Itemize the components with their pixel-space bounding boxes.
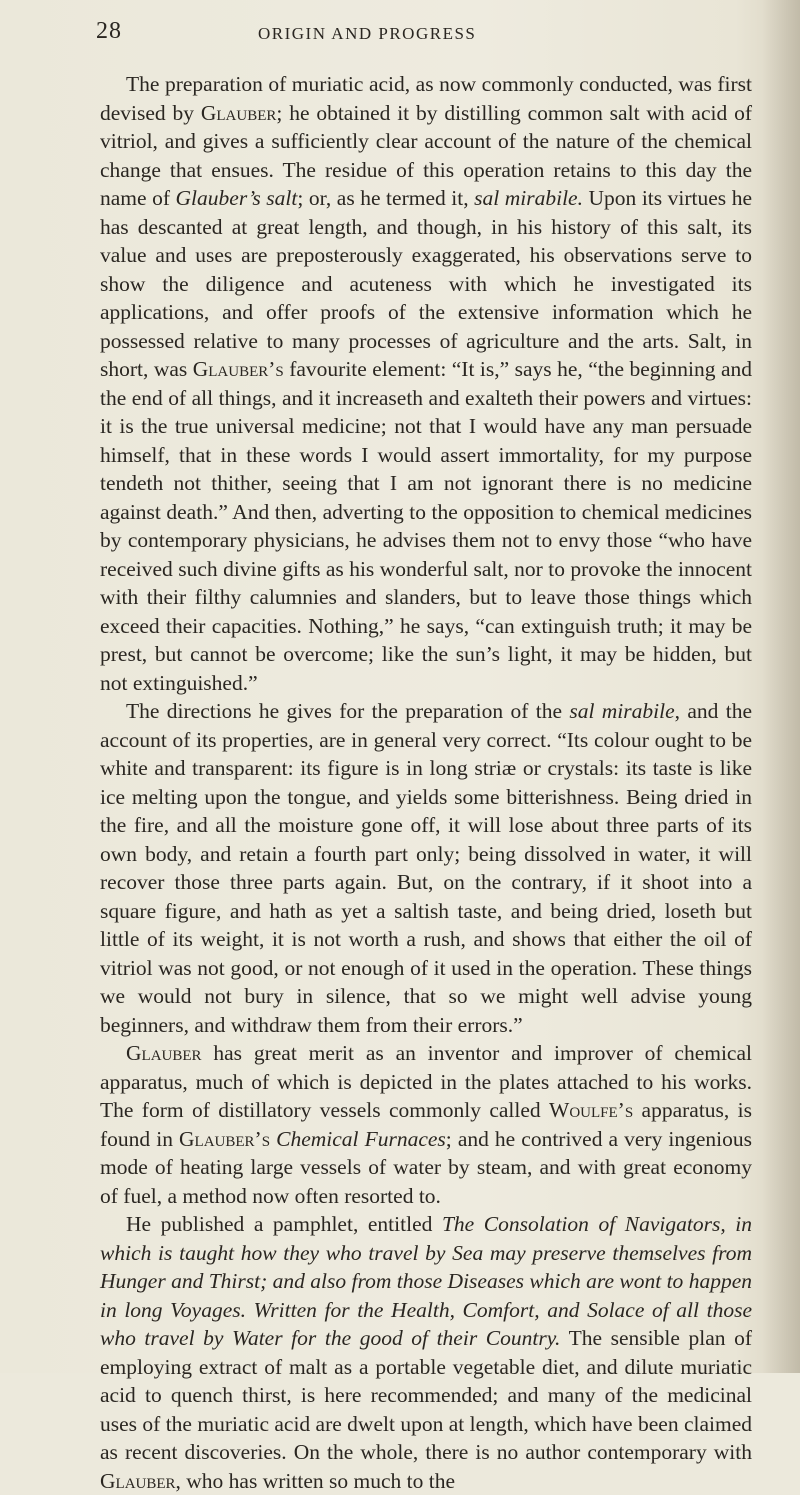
- small-caps-name: Glauber: [126, 1041, 202, 1065]
- body-text: [100, 70, 752, 1495]
- text-run: , who has written so much to the: [175, 1468, 455, 1493]
- page-edge-shadow: [762, 0, 800, 1373]
- text-run: The sensible plan of employing extract of malt as a portable vegetable diet, and dilute muriatic acid to quench thirst, is here recommended; and many of the medicinal uses of the muriatic acid are dwelt upon at length, which have been claimed as recent discoveries. On the whole, there is no author contemporary with: [100, 1326, 752, 1464]
- paragraph: [100, 1210, 752, 1495]
- text-run: , and the account of its properties, are in general very correct. “Its colour ought to be white and transparent: its figure is in long striæ or crystals: its taste is like ice melting upon the tongue, and yields some bitterishness. Being dried in the fire, and all the moisture gone off, it will lose about three parts of its own body, and retain a fourth part only; being dissolved in water, it will recover those three parts again. But, on the contrary, if it shoot into a square figure, and hath as yet a saltish taste, and being dried, loseth but little of its weight, it is not worth a rush, and shows that either the oil of vitriol was not good, or not enough of it used in the operation. These things we would not bury in silence, that so we might well advise young beginners, and withdraw them from their errors.”: [100, 699, 753, 1037]
- text-run: apparatus, is found in: [100, 1098, 752, 1151]
- small-caps-name: Glauber’s: [179, 1126, 271, 1151]
- small-caps-name: Woulfe’s: [549, 1098, 634, 1122]
- running-head: ORIGIN AND PROGRESS: [258, 24, 477, 43]
- text-run: ; or, as he termed it,: [297, 186, 475, 210]
- small-caps-name: Glauber: [100, 1468, 176, 1493]
- text-run: ; he obtained it by distilling common salt with acid of vitriol, and gives a sufficiently clear account of the nature of the chemical change that ensues. The residue of this operation retains to this day the name of: [100, 100, 752, 210]
- text-run: The preparation of muriatic acid, as now commonly conducted, was first devised by: [100, 72, 752, 125]
- text-run: Upon its virtues he has descanted at great length, and though, in his history of this salt, its value and uses are preposterously exaggerated, his observations serve to show the diligence and acuteness with which he investigated its applications, and offer proofs of the extensive information which he possessed relative to many processes of agriculture and the arts. Salt, in short, was: [100, 186, 752, 381]
- text-run: He published a pamphlet, entitled: [126, 1212, 442, 1236]
- text-run: ; and he contrived a very ingenious mode of heating large vessels of water by steam, and with great economy of fuel, a method now often resorted to.: [100, 1126, 752, 1208]
- page-header: [96, 18, 736, 54]
- text-run: favourite element: “It is,” says he, “the beginning and the end of all things, and it increaseth and exalteth their powers and virtues: it is the true universal medicine; not that I would have any man persuade himself, that in these words I would assert immortality, for my purpose tendeth not thither, seeing that I am not ignorant there is no medicine against death.” And then, adverting to the opposition to chemical medicines by contemporary physicians, he advises them not to envy those “who have received such divine gifts as his wonderful salt, nor to provoke the innocent with their filthy calumnies and slanders, but to leave those things which exceed their capacities. Nothing,” he says, “can extinguish truth; it may be prest, but cannot be overcome; like the sun’s light, it may be hidden, but not extinguished.”: [100, 357, 753, 695]
- italic-run: sal mirabile: [569, 699, 675, 723]
- page-number: 28: [96, 18, 122, 44]
- text-run: The directions he gives for the preparation of the: [126, 699, 570, 723]
- paragraph: [100, 1039, 752, 1210]
- italic-run: sal mirabile.: [474, 186, 583, 210]
- paragraph: [100, 697, 752, 1039]
- text-run: has great merit as an inventor and improver of chemical apparatus, much of which is depicted in the plates attached to his works. The form of distillatory vessels commonly called: [100, 1041, 752, 1122]
- italic-run: The Consolation of Navigators, in which is taught how they who travel by Sea may preserve themselves from Hunger and Thirst; and also from those Diseases which are wont to happen in long Voyages. Written for the Health, Comfort, and Solace of all those who travel by Water for the good of their Country.: [100, 1212, 753, 1350]
- italic-run: Chemical Furnaces: [276, 1126, 446, 1151]
- small-caps-name: Glauber’s: [192, 357, 284, 381]
- italic-run: Glauber’s salt: [175, 186, 298, 210]
- small-caps-name: Glauber: [200, 100, 277, 125]
- paragraph: [100, 70, 752, 697]
